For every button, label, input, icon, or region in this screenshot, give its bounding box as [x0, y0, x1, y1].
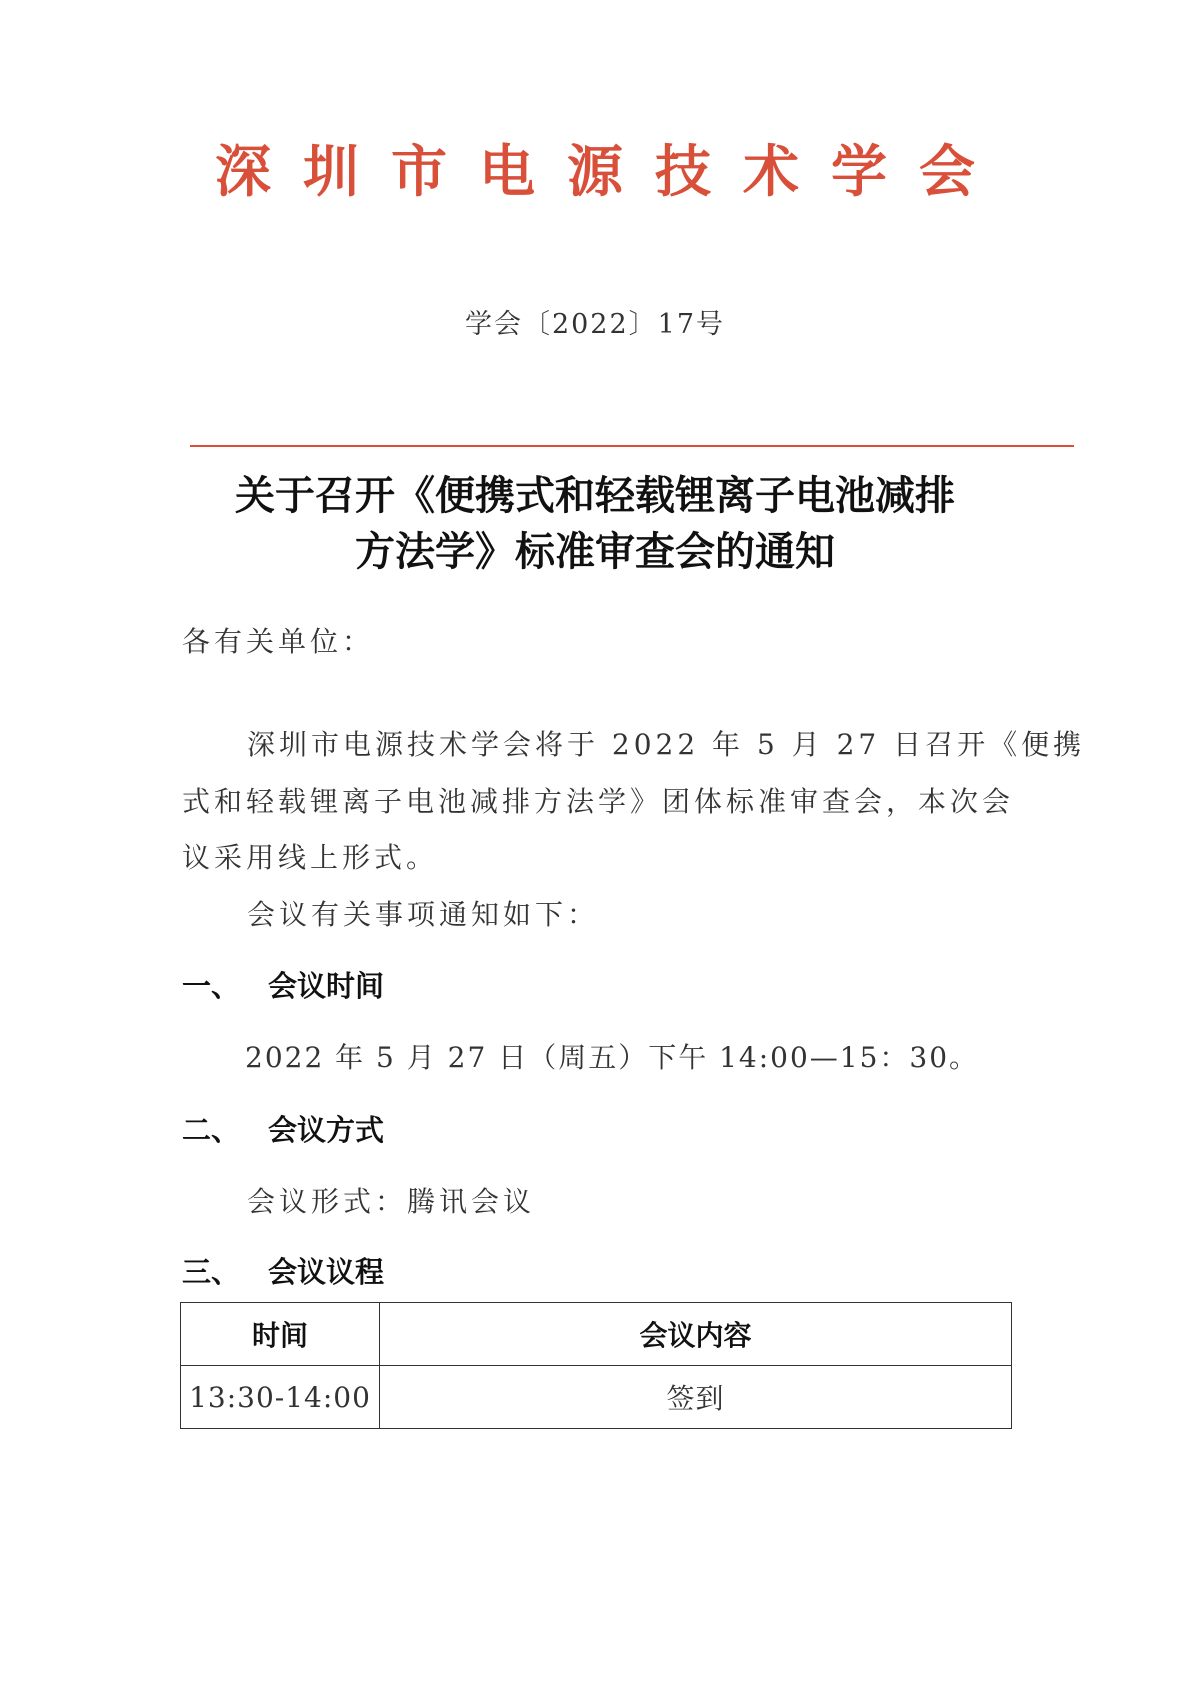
meeting-time-text: 2022 年 5 月 27 日（周五）下午 14:00—15：30。	[245, 1041, 980, 1074]
intro-paragraph-line3: 议采用线上形式。	[182, 841, 439, 874]
table-header-row	[181, 1303, 1012, 1366]
intro-paragraph-line2: 式和轻载锂离子电池减排方法学》团体标准审查会，本次会	[182, 785, 1015, 818]
agenda-table	[180, 1302, 1012, 1429]
red-divider	[190, 445, 1074, 447]
section-number: 一、	[182, 969, 241, 1003]
section-heading-agenda	[182, 1250, 384, 1291]
cell-time: 13:30-14:00	[181, 1366, 380, 1429]
section-title: 会议时间	[268, 969, 385, 1003]
header-content: 会议内容	[380, 1303, 1012, 1366]
document-number: 学会〔2022〕17号	[464, 309, 726, 340]
table-row	[181, 1366, 1012, 1429]
section-heading-format	[182, 1108, 384, 1149]
meeting-format-text: 会议形式：腾讯会议	[247, 1185, 536, 1218]
salutation: 各有关单位：	[182, 625, 375, 658]
notice-title-line1: 关于召开《便携式和轻载锂离子电池减排	[235, 473, 955, 519]
section-title: 会议议程	[268, 1255, 385, 1289]
cell-content: 签到	[380, 1366, 1012, 1429]
items-intro: 会议有关事项通知如下：	[247, 898, 600, 931]
notice-title-line2: 方法学》标准审查会的通知	[355, 529, 835, 575]
section-number: 二、	[182, 1113, 241, 1147]
section-title: 会议方式	[268, 1113, 385, 1147]
section-heading-time	[182, 964, 384, 1005]
header-time: 时间	[181, 1303, 380, 1366]
section-number: 三、	[182, 1255, 241, 1289]
organization-name: 深圳市电源技术学会	[215, 139, 1007, 205]
intro-paragraph-line1: 深圳市电源技术学会将于 2022 年 5 月 27 日召开《便携	[247, 728, 1086, 761]
